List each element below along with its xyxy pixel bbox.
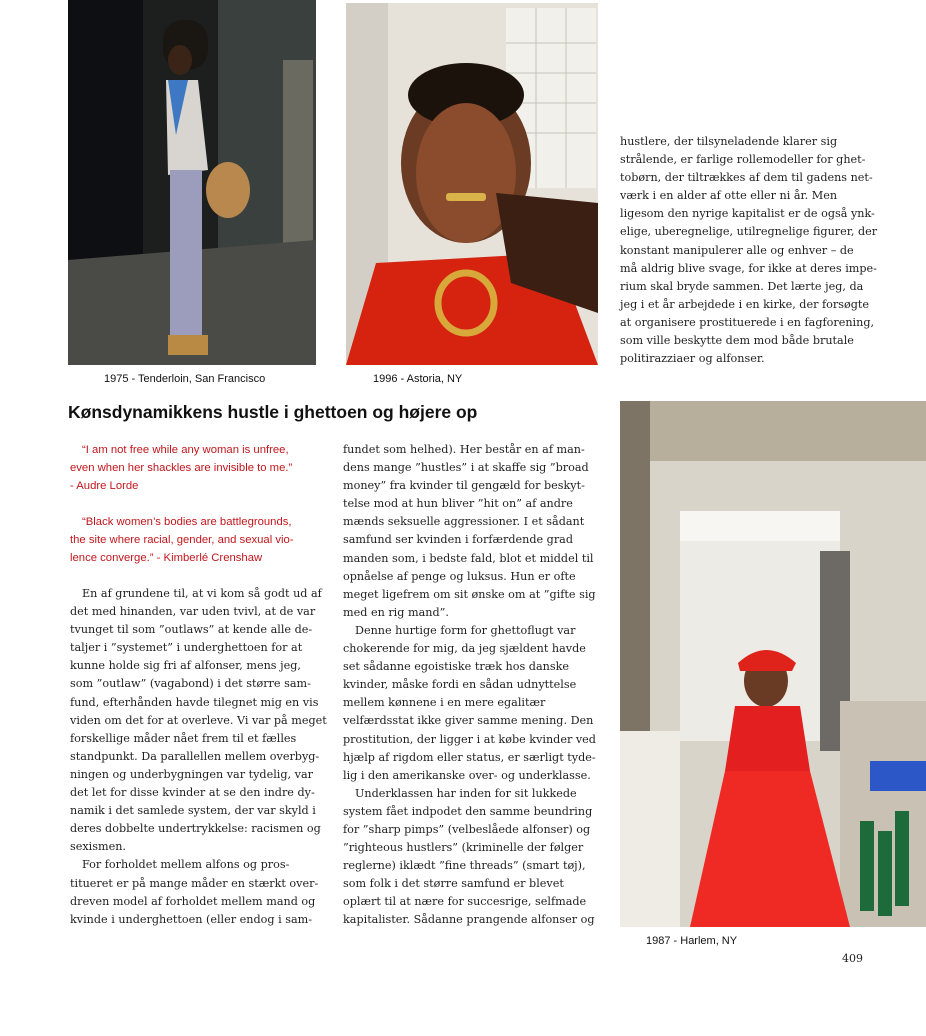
- photo-tenderloin-1975: [68, 0, 316, 365]
- body-line: det let for disse kvinder at se den indre dy-: [70, 786, 315, 800]
- body-line: manden som, i bedste fald, blot et middel til: [343, 551, 594, 565]
- body-line: En af grundene til, at vi kom så godt ud af: [82, 587, 322, 600]
- body-line: opnåelse af penge og luksus. Hun er ofte: [343, 569, 576, 583]
- body-line: kvinde i underghettoen (eller endog i sam-: [70, 912, 313, 926]
- caption-photo-tenderloin: 1975 - Tenderloin, San Francisco: [104, 373, 266, 385]
- body-line: dens mange ”hustles” i at skaffe sig ”broad: [343, 461, 589, 475]
- quote-line: “I am not free while any woman is unfree,: [82, 444, 289, 456]
- body-line: kvinder, måske fordi en sådan udnyttelse: [343, 678, 577, 692]
- body-line: at organisere prostituerede i en fagforening,: [620, 315, 875, 329]
- photo-harlem-1987: [620, 401, 926, 927]
- body-line: set sådanne egoistiske træk hos danske: [343, 660, 569, 674]
- body-line: må aldrig blive svage, for ikke at deres impe-: [620, 261, 877, 275]
- body-column-left: [70, 585, 332, 929]
- body-line: reglerne) iklædt ”fine threads” (smart tøj),: [343, 859, 586, 873]
- photo-astoria-1996: [346, 3, 598, 365]
- body-line: strålende, er farlige rollemodeller for ghet-: [620, 153, 866, 167]
- body-line: system fået indpodet den samme beundring: [343, 804, 593, 818]
- body-line: tobørn, der tiltrækkes af dem til gadens net-: [620, 171, 873, 185]
- body-line: ligesom den nyrige kapitalist er de også ynk-: [620, 207, 875, 221]
- body-line: politirazziaer og alfonser.: [620, 352, 765, 366]
- body-line: dreven model af forholdet mellem mand og: [70, 894, 316, 908]
- quote-attribution: - Audre Lorde: [70, 480, 139, 492]
- body-line: prostitution, der ligger i at købe kvinder ved: [343, 732, 596, 746]
- body-column-right: [620, 133, 910, 368]
- body-line: ningen og underbygningen var tydelig, var: [70, 767, 313, 781]
- quote-line: even when her shackles are invisible to me.”: [70, 462, 293, 474]
- body-line: fundet som helhed). Her består en af man-: [343, 443, 585, 456]
- body-line: værk i en alder af otte eller ni år. Men: [620, 189, 838, 203]
- body-line: forskellige måder nået frem til et fælles: [70, 731, 297, 745]
- quote-kimberle-crenshaw: [70, 513, 320, 567]
- body-line: namik i det samlede system, der var skyld i: [70, 804, 316, 818]
- body-line: som ville beskytte dem mod både brutale: [620, 334, 854, 348]
- page-number: 409: [842, 952, 863, 965]
- body-line: med en rig mand”.: [343, 605, 449, 619]
- quote-audre-lorde: [70, 441, 320, 495]
- body-line: Underklassen har inden for sit lukkede: [355, 786, 577, 800]
- body-line: chokerende for mig, da jeg sjældent havde: [343, 642, 586, 656]
- body-line: mænds seksuelle aggressioner. I et sådant: [343, 515, 585, 529]
- body-line: sexismen.: [70, 840, 126, 854]
- body-line: samfund ser kvinden i forfærdende grad: [343, 533, 574, 547]
- body-line: lig i den amerikanske over- og underklasse.: [343, 768, 591, 782]
- body-line: money” fra kvinder til gengæld for beskyt-: [343, 479, 585, 493]
- body-line: konstant manipulerer alle og enhver – de: [620, 243, 854, 257]
- body-line: standpunkt. Da parallellen mellem overbyg-: [70, 749, 320, 763]
- body-line: tvunget til som ”outlaws” at kende alle de-: [70, 623, 313, 637]
- body-line: hjælp af rigdom eller status, er særligt tyde-: [343, 750, 596, 764]
- body-line: ”righteous hustlers” (kriminelle der følger: [343, 841, 584, 855]
- quote-line: “Black women’s bodies are battlegrounds,: [82, 516, 292, 528]
- body-line: som folk i det større samfund er blevet: [343, 877, 564, 891]
- body-line: som ”outlaw” (vagabond) i det større sam-: [70, 677, 311, 691]
- body-line: viden om det for at overleve. Vi var på meget: [70, 713, 327, 727]
- body-line: taljer i ”systemet” i underghettoen for at: [70, 641, 303, 655]
- body-line: jeg i et år arbejdede i en kirke, der forsøgte: [620, 297, 869, 311]
- body-line: Denne hurtige form for ghettoflugt var: [355, 623, 576, 637]
- caption-photo-harlem: 1987 - Harlem, NY: [646, 935, 738, 947]
- body-line: meget ligefrem om sit ønske om at ”gifte sig: [343, 587, 596, 601]
- quote-line: the site where racial, gender, and sexual vio-: [70, 534, 294, 546]
- body-line: mellem kønnene i en mere egalitær: [343, 696, 546, 710]
- body-line: telse mod at hun bliver ”hit on” af andre: [343, 497, 573, 511]
- body-line: deres dobbelte undertrykkelse: racismen og: [70, 822, 321, 836]
- body-line: hustlere, der tilsyneladende klarer sig: [620, 135, 838, 148]
- section-heading: Kønsdynamikkens hustle i ghettoen og højere op: [68, 402, 478, 422]
- body-line: kunne holde sig fri af alfonser, mens jeg,: [70, 659, 301, 673]
- body-column-middle: [343, 441, 608, 930]
- body-line: for ”sharp pimps” (velbeslåede alfonser) og: [343, 822, 591, 836]
- body-line: elige, uberegnelige, utilregnelige figurer, der: [620, 225, 878, 239]
- body-line: det med hinanden, var uden tvivl, at de var: [70, 605, 316, 619]
- body-line: oplært til at nære for succesrige, selfmade: [343, 895, 587, 909]
- body-line: For forholdet mellem alfons og pros-: [82, 858, 290, 872]
- body-line: titueret er på mange måder en stærkt over-: [70, 876, 319, 890]
- body-line: rium skal bryde sammen. Det lærte jeg, da: [620, 279, 864, 293]
- body-line: kapitalister. Sådanne prangende alfonser og: [343, 913, 595, 927]
- body-line: fund, efterhånden havde tilegnet mig en vis: [70, 695, 319, 709]
- caption-photo-astoria: 1996 - Astoria, NY: [373, 373, 463, 385]
- quote-line: lence converge.” - Kimberlé Crenshaw: [70, 552, 263, 564]
- body-line: velfærdsstat ikke giver samme mening. Den: [343, 714, 594, 728]
